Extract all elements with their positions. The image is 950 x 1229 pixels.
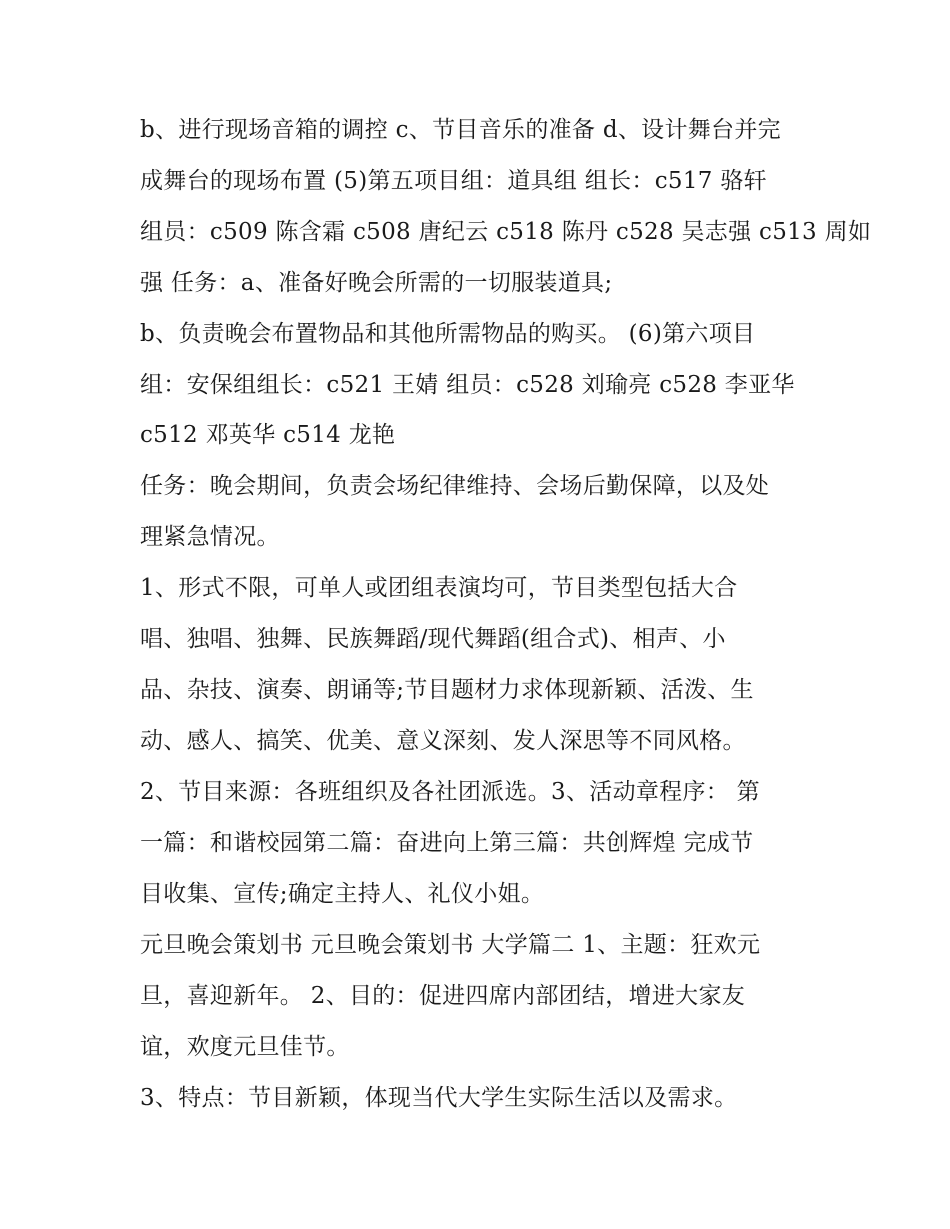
text-line: 品、杂技、演奏、朗诵等;节目题材力求体现新颖、活泼、生 xyxy=(140,677,754,703)
text-line: 唱、独唱、独舞、民族舞蹈/现代舞蹈(组合式)、相声、小 xyxy=(140,626,726,652)
text-line: 元旦晚会策划书 元旦晚会策划书 大学篇二 1、主题：狂欢元 xyxy=(140,932,761,958)
text-line: 组员：c509 陈含霜 c508 唐纪云 c518 陈丹 c528 吴志强 c513 周如 xyxy=(140,219,872,245)
text-line: b、进行现场音箱的调控 c、节目音乐的准备 d、设计舞台并完 xyxy=(140,117,781,143)
text-line: 一篇：和谐校园第二篇：奋进向上第三篇：共创辉煌 完成节 xyxy=(140,830,754,856)
text-line: 谊，欢度元旦佳节。 xyxy=(140,1034,350,1060)
text-line: b、负责晚会布置物品和其他所需物品的购买。 (6)第六项目 xyxy=(140,321,756,347)
text-line: 1、形式不限，可单人或团组表演均可，节目类型包括大合 xyxy=(140,575,738,601)
text-line: 2、节目来源：各班组织及各社团派选。3、活动章程序： 第 xyxy=(140,779,760,805)
text-line: 任务：晚会期间，负责会场纪律维持、会场后勤保障，以及处 xyxy=(140,473,770,499)
text-line: 旦，喜迎新年。 2、目的：促进四席内部团结，增进大家友 xyxy=(140,983,746,1009)
text-line: c512 邓英华 c514 龙艳 xyxy=(140,422,396,448)
text-line: 组：安保组组长：c521 王婧 组员：c528 刘瑜亮 c528 李亚华 xyxy=(140,372,795,398)
text-line: 动、感人、搞笑、优美、意义深刻、发人深思等不同风格。 xyxy=(140,728,746,754)
text-line: 强 任务：a、准备好晚会所需的一切服装道具; xyxy=(140,270,613,296)
text-line: 3、特点：节目新颖，体现当代大学生实际生活以及需求。 xyxy=(140,1085,738,1111)
text-line: 成舞台的现场布置 (5)第五项目组：道具组 组长：c517 骆轩 xyxy=(140,168,767,194)
text-line: 理紧急情况。 xyxy=(140,524,280,550)
text-line: 目收集、宣传;确定主持人、礼仪小姐。 xyxy=(140,881,545,907)
